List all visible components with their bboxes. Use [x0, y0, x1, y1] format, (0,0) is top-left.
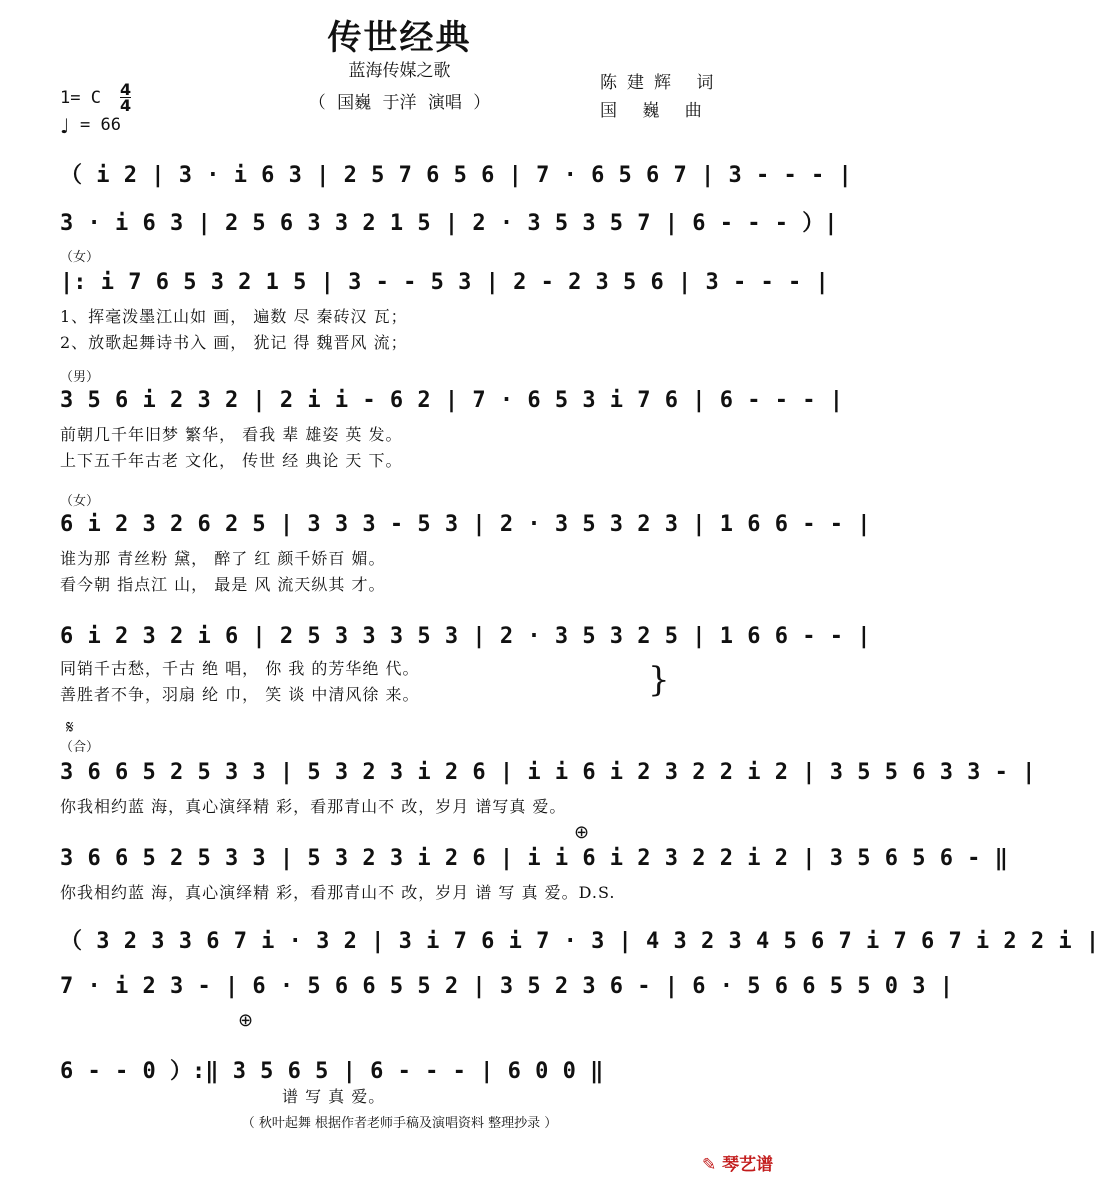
time-signature-top: 4: [120, 80, 132, 99]
voice-label: （合）: [60, 740, 100, 755]
tempo-marking: = 66: [80, 115, 121, 135]
notation-line-8: 3 6 6 5 2 5 3 3 | 5 3 2 3 i 2 6 | i i 6 i 2 3 2 2 i 2 | 3 5 6 5 6 - ‖: [60, 846, 1008, 871]
notation-line-5: 6 i 2 3 2 6 2 5 | 3 3 3 - 5 3 | 2 · 3 5 3 2 3 | 1 6 6 - - |: [60, 512, 871, 537]
coda-icon: ⊕: [238, 1010, 254, 1031]
lyric-line: 谁为那 青丝粉 黛， 醉了 红 颜千娇百 媚。: [60, 549, 386, 568]
lyric-line: 同销千古愁，千古 绝 唱， 你 我 的芳华绝 代。: [60, 659, 420, 678]
notation-line-1: （ i 2 | 3 · i 6 3 | 2 5 7 6 5 6 | 7 · 6 5 6 7 | 3 - - - |: [60, 163, 852, 188]
lyric-line: 2、放歌起舞诗书入 画， 犹记 得 魏晋风 流；: [60, 333, 408, 352]
lyric-line: 前朝几千年旧梦 繁华， 看我 辈 雄姿 英 发。: [60, 425, 403, 444]
segno-icon: 𝄋: [66, 717, 74, 738]
voice-label: （男）: [60, 370, 100, 385]
voice-label: （女）: [60, 250, 100, 265]
lyric-line: 谱 写 真 爱。: [282, 1087, 386, 1106]
brand-name: 琴艺谱: [722, 1155, 774, 1175]
notation-line-7: 3 6 6 5 2 5 3 3 | 5 3 2 3 i 2 6 | i i 6 i 2 3 2 2 i 2 | 3 5 5 6 3 3 - |: [60, 760, 1036, 785]
lyric-line: 你我相约蓝 海，真心演绎精 彩，看那青山不 改，岁月 谱写真 爱。: [60, 797, 567, 816]
notation-line-2: 3 · i 6 3 | 2 5 6 3 3 2 1 5 | 2 · 3 5 3 5 7 | 6 - - - ）|: [60, 211, 838, 236]
repeat-brace-icon: }: [648, 660, 670, 700]
composer-credit: 国 巍 曲: [600, 101, 712, 121]
notation-line-11: 6 - - 0 ）:‖ 3 5 6 5 | 6 - - - | 6 0 0 ‖: [60, 1059, 604, 1084]
quarter-note-icon: ♩: [60, 114, 70, 138]
notation-line-3: |: i 7 6 5 3 2 1 5 | 3 - - 5 3 | 2 - 2 3 5 6 | 3 - - - |: [60, 270, 829, 295]
lyric-line: 看今朝 指点江 山， 最是 风 流天纵其 才。: [60, 575, 386, 594]
song-subtitle: 蓝海传媒之歌: [348, 61, 451, 81]
time-signature: [120, 82, 131, 113]
lyricist-credit: 陈建辉 词: [600, 73, 724, 93]
voice-label: （女）: [60, 494, 100, 509]
time-signature-bottom: 4: [120, 96, 132, 115]
lyric-line: 1、挥毫泼墨江山如 画， 遍数 尽 秦砖汉 瓦；: [60, 307, 408, 326]
notation-line-10: 7 · i 2 3 - | 6 · 5 6 6 5 5 2 | 3 5 2 3 6 - | 6 · 5 6 6 5 5 0 3 |: [60, 974, 953, 999]
lyric-line: 上下五千年古老 文化， 传世 经 典论 天 下。: [60, 451, 403, 470]
notation-line-9: （ 3 2 3 3 6 7 i · 3 2 | 3 i 7 6 i 7 · 3 | 4 3 2 3 4 5 6 7 i 7 6 7 i 2 2 i |: [60, 929, 1099, 954]
brand-mark-icon: ✎: [702, 1155, 717, 1175]
notation-line-4: 3 5 6 i 2 3 2 | 2 i i - 6 2 | 7 · 6 5 3 i 7 6 | 6 - - - |: [60, 388, 843, 413]
brand-logo: [702, 1150, 773, 1175]
song-title: 传世经典: [327, 18, 472, 58]
lyric-line: 你我相约蓝 海，真心演绎精 彩，看那青山不 改，岁月 谱 写 真 爱。D.S.: [60, 883, 616, 902]
key-signature: 1= C: [60, 88, 101, 108]
transcription-note: （ 秋叶起舞 根据作者老师手稿及演唱资料 整理抄录 ）: [241, 1116, 558, 1131]
performers: （ 国巍 于洋 演唱 ）: [308, 93, 491, 113]
coda-icon: ⊕: [574, 822, 590, 843]
lyric-line: 善胜者不争，羽扇 纶 巾， 笑 谈 中清风徐 来。: [60, 685, 420, 704]
notation-line-6: 6 i 2 3 2 i 6 | 2 5 3 3 3 5 3 | 2 · 3 5 3 2 5 | 1 6 6 - - |: [60, 624, 871, 649]
